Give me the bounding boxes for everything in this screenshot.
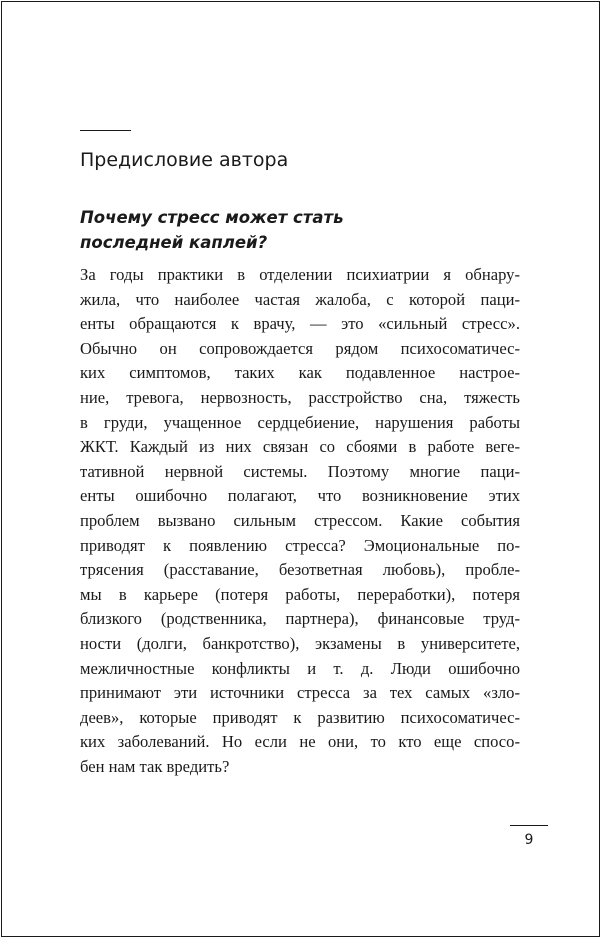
body-paragraph: [80, 263, 520, 779]
text-line: бен нам так вредить?: [80, 756, 230, 776]
text-line: жила, что наиболее частая жалоба, с которой паци-: [80, 289, 520, 309]
text-line: тативной нервной системы. Поэтому многие паци-: [80, 461, 520, 481]
book-page: [1, 1, 600, 937]
text-line: в груди, учащенное сердцебиение, нарушения работы: [80, 412, 520, 432]
chapter-title: Предисловие автора: [80, 149, 289, 171]
page-number: 9: [524, 832, 534, 848]
text-line: За годы практики в отделении психиатрии я обнару-: [80, 265, 520, 284]
text-line: трясения (расставание, безответная любовь), пробле-: [80, 560, 520, 580]
text-line: ких симптомов, таких как подавленное настрое-: [80, 363, 520, 383]
text-line: Обычно он сопровождается рядом психосоматичес-: [80, 338, 520, 358]
section-heading-line: последней каплей?: [80, 233, 268, 252]
text-line: енты обращаются к врачу, — это «сильный стресс».: [80, 314, 520, 334]
text-line: близкого (родственника, партнера), финансовые труд-: [80, 609, 520, 629]
text-line: приводят к появлению стресса? Эмоциональные по-: [80, 535, 520, 555]
text-line: енты ошибочно полагают, что возникновение этих: [80, 486, 520, 506]
text-line: ких заболеваний. Но если не они, то кто еще спосо-: [80, 732, 520, 752]
text-line: ности (долги, банкротство), экзамены в университете,: [80, 633, 520, 653]
text-line: деев», которые приводят к развитию психосоматичес-: [80, 707, 520, 727]
text-line: принимают эти источники стресса за тех самых «зло-: [80, 683, 520, 703]
page-number-rule: [510, 825, 548, 826]
section-heading: [80, 205, 520, 255]
text-line: мы в карьере (потеря работы, переработки), потеря: [80, 584, 520, 604]
chapter-top-rule: [80, 130, 131, 131]
text-line: проблем вызвано сильным стрессом. Какие события: [80, 510, 520, 530]
text-line: ЖКТ. Каждый из них связан со сбоями в работе веге-: [80, 437, 520, 457]
text-line: ние, тревога, нервозность, расстройство сна, тяжесть: [80, 387, 520, 407]
text-line: межличностные конфликты и т. д. Люди ошибочно: [80, 658, 520, 678]
section-heading-line: Почему стресс может стать: [80, 208, 344, 227]
